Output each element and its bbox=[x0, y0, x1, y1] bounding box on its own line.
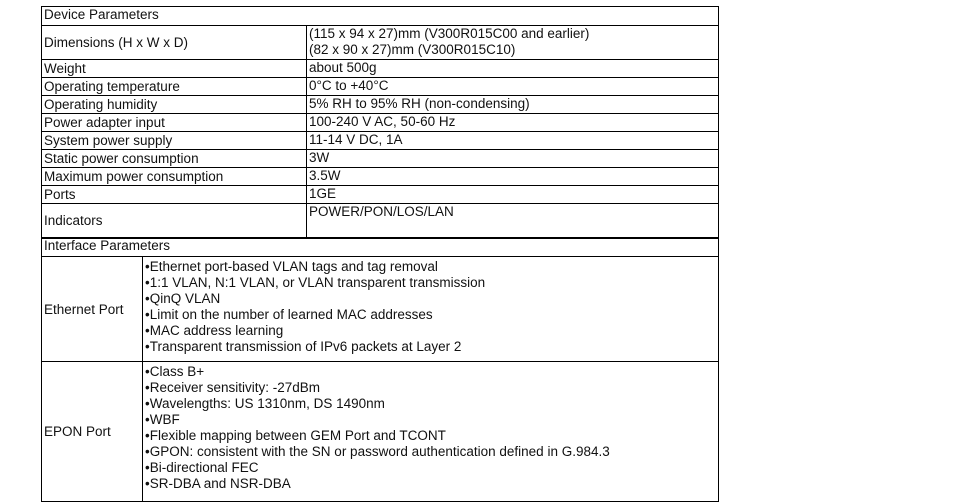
list-item: • Wavelengths: US 1310nm, DS 1490nm bbox=[145, 396, 716, 412]
table-row bbox=[42, 96, 718, 114]
dimensions-label: Dimensions (H x W x D) bbox=[42, 26, 307, 59]
dimensions-value bbox=[307, 26, 718, 59]
interface-parameters-header: Interface Parameters bbox=[42, 238, 718, 257]
epon-port-label: EPON Port bbox=[42, 362, 143, 501]
interface-parameters-table bbox=[41, 237, 719, 502]
table-row bbox=[42, 60, 718, 78]
dimensions-value-line: (115 x 94 x 27)mm (V300R015C00 and earlier) bbox=[309, 26, 590, 41]
table-row bbox=[42, 150, 718, 168]
table-row bbox=[42, 26, 718, 60]
power-adapter-input-value: 100-240 V AC, 50-60 Hz bbox=[309, 114, 456, 129]
device-parameters-header: Device Parameters bbox=[42, 7, 718, 26]
list-item: • MAC address learning bbox=[145, 323, 716, 339]
device-parameters-table bbox=[41, 6, 719, 239]
table-row bbox=[42, 204, 718, 238]
maximum-power-value: 3.5W bbox=[309, 168, 341, 183]
list-item: • Bi-directional FEC bbox=[145, 460, 716, 476]
table-row bbox=[42, 168, 718, 186]
weight-value: about 500g bbox=[309, 60, 377, 75]
static-power-value: 3W bbox=[309, 150, 330, 165]
power-adapter-input-label: Power adapter input bbox=[42, 114, 307, 131]
list-item: • Ethernet port-based VLAN tags and tag removal bbox=[145, 259, 716, 275]
list-item: • Class B+ bbox=[145, 364, 716, 380]
ethernet-port-label: Ethernet Port bbox=[42, 257, 143, 361]
ports-value: 1GE bbox=[309, 186, 337, 201]
list-item: • WBF bbox=[145, 412, 716, 428]
list-item: • Receiver sensitivity: -27dBm bbox=[145, 380, 716, 396]
table-row bbox=[42, 186, 718, 204]
operating-humidity-value: 5% RH to 95% RH (non-condensing) bbox=[309, 96, 530, 111]
indicators-value: POWER/PON/LOS/LAN bbox=[309, 204, 454, 219]
maximum-power-label: Maximum power consumption bbox=[42, 168, 307, 185]
weight-label: Weight bbox=[42, 60, 307, 77]
ports-label: Ports bbox=[42, 186, 307, 203]
table-row bbox=[42, 132, 718, 150]
list-item: • QinQ VLAN bbox=[145, 291, 716, 307]
epon-port-features bbox=[143, 362, 718, 501]
dimensions-value-line: (82 x 90 x 27)mm (V300R015C10) bbox=[309, 42, 516, 57]
table-row bbox=[42, 78, 718, 96]
list-item: • SR-DBA and NSR-DBA bbox=[145, 476, 716, 492]
operating-temperature-value: 0°C to +40°C bbox=[309, 78, 389, 93]
operating-temperature-label: Operating temperature bbox=[42, 78, 307, 95]
system-power-supply-value: 11-14 V DC, 1A bbox=[309, 132, 403, 147]
table-row bbox=[42, 362, 718, 501]
operating-humidity-label: Operating humidity bbox=[42, 96, 307, 113]
table-row bbox=[42, 114, 718, 132]
list-item: • Limit on the number of learned MAC addresses bbox=[145, 307, 716, 323]
system-power-supply-label: System power supply bbox=[42, 132, 307, 149]
table-row bbox=[42, 257, 718, 362]
list-item: • Transparent transmission of IPv6 packets at Layer 2 bbox=[145, 339, 716, 355]
ethernet-port-features bbox=[143, 257, 718, 361]
static-power-label: Static power consumption bbox=[42, 150, 307, 167]
list-item: • GPON: consistent with the SN or password authentication defined in G.984.3 bbox=[145, 444, 716, 460]
list-item: • 1:1 VLAN, N:1 VLAN, or VLAN transparent transmission bbox=[145, 275, 716, 291]
list-item: • Flexible mapping between GEM Port and TCONT bbox=[145, 428, 716, 444]
indicators-label: Indicators bbox=[42, 204, 307, 238]
